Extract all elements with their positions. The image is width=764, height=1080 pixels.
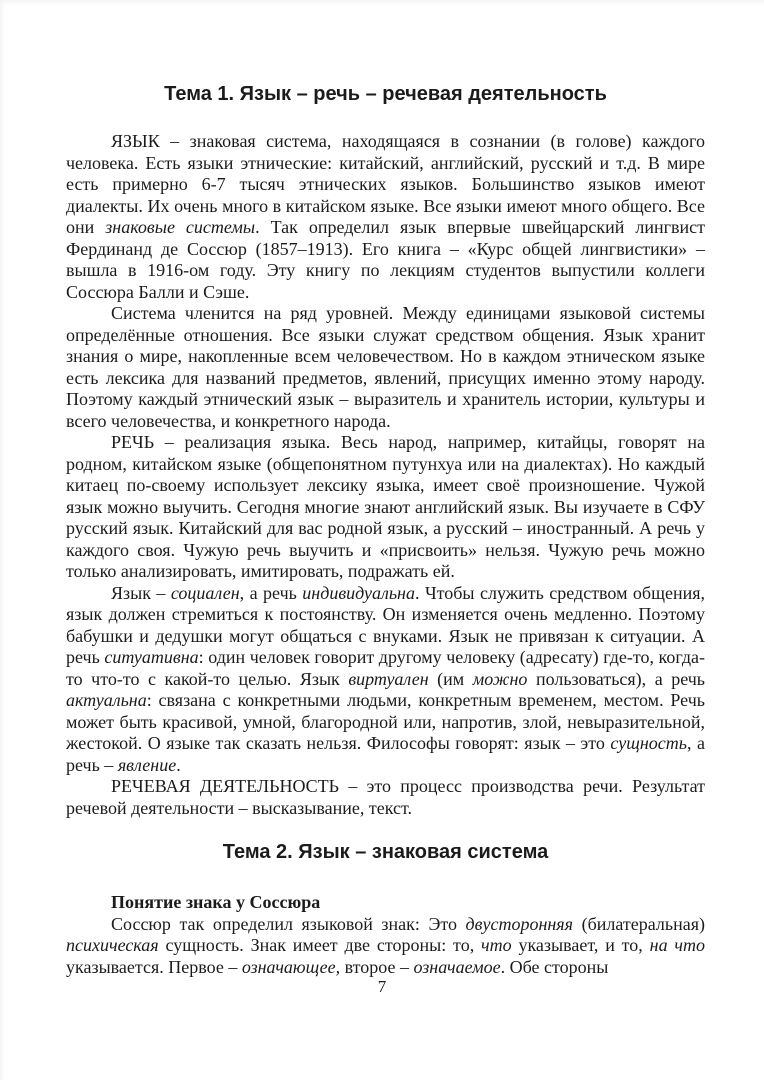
text-run: Система членится на ряд уровней. Между единицами языковой системы определённые отношения. Все языки служат средством общения. Язык хранит знания о мире, накопленные всем человечеством. Но в каждом этническом языке есть лексика для названий предметов, явлений, присущих именно этому народу. Поэтому каждый этнический язык – выразитель и хранитель истории, культуры и всего человечества, и конкретного народа. [66, 303, 705, 431]
section-2-heading: Тема 2. Язык – знаковая система [222, 841, 549, 863]
italic-text-run: означаемое [413, 956, 501, 977]
text-run: указывается. Первое – [66, 956, 242, 977]
paragraph [66, 776, 705, 819]
italic-text-run: актуальна [66, 690, 147, 710]
section-2-subheading: Понятие знака у Соссюра [111, 892, 321, 912]
italic-text-run: можно [472, 668, 528, 689]
text-run: РЕЧЕВАЯ ДЕЯТЕЛЬНОСТЬ – это процесс производства речи. Результат речевой деятельности – высказывание, текст. [66, 776, 705, 818]
italic-text-run: ситуативна [104, 647, 199, 667]
page-number: 7 [377, 977, 387, 996]
text-run: . Так определил язык впервые швейцарский лингвист Фердинанд де Соссюр (1857–1913). Его книга – «Курс общей лингвистики» – вышла в 1916-ом году. Эту книгу по лекциям студентов выпустили коллеги Соссюра Балли и Сэше. [66, 217, 705, 302]
section-1-body [66, 131, 705, 819]
italic-text-run: сущность [610, 733, 687, 753]
text-run: указывает, и то, [511, 935, 650, 955]
section-tema-2 [66, 841, 705, 978]
text-run: . Чтобы служить средством общения, язык должен стремиться к постоянству. Он изменяется очень медленно. Поэтому бабушки и дедушки могут общаться с внуками. Язык не привязан к ситуации. А речь [66, 582, 705, 667]
italic-text-run: на что [649, 935, 706, 955]
italic-text-run: двусторонняя [465, 913, 574, 934]
italic-text-run: знаковые системы [105, 217, 256, 237]
text-run: (билатеральная) [573, 913, 705, 934]
text-run: сущность. Знак имеет две стороны: то, [158, 935, 482, 955]
text-run: (им [428, 668, 473, 689]
italic-text-run: что [481, 935, 512, 955]
italic-text-run: психическая [66, 935, 159, 955]
italic-text-run: означающее, [241, 956, 341, 977]
text-run: : связана с конкретными людьми, конкретным временем, местом. Речь может быть красивой, умной, благородной или, напротив, злой, невыразительной, жестокой. О языке так сказать нельзя. Философы говорят: язык – это [66, 690, 705, 753]
italic-text-run: явление [117, 754, 177, 775]
text-run: Язык – [111, 582, 171, 603]
text-run: . Обе стороны [500, 956, 609, 977]
section-1-heading: Тема 1. Язык – речь – речевая деятельность [164, 83, 607, 105]
italic-text-run: индивидуальна [302, 582, 415, 603]
section-tema-1 [66, 83, 705, 819]
paragraph [66, 131, 705, 303]
text-run: , а речь [239, 582, 303, 603]
italic-text-run: виртуален [348, 668, 429, 689]
paragraph [66, 914, 705, 979]
text-run: . [176, 754, 181, 775]
paragraph [66, 583, 705, 777]
text-run: Соссюр так определил языковой знак: Это [111, 913, 466, 934]
paragraph [66, 303, 705, 432]
italic-text-run: социален [170, 582, 240, 603]
text-run: пользоваться), а речь [527, 668, 705, 689]
text-run: : один человек говорит другому человеку (адресату) где-то, когда-то что-то с какой-то целью. Язык [66, 647, 705, 689]
text-run: ЯЗЫК – знаковая система, находящаяся в сознании (в голове) каждого человека. Есть языки этнические: китайский, английский, русский и т.д. В мире есть примерно 6-7 тысяч этнических языков. Большинство языков имеют диалекты. Их очень много в китайском языке. Все языки имеют много общего. Все они [66, 131, 705, 237]
text-run: РЕЧЬ – реализация языка. Весь народ, например, китайцы, говорят на родном, китайском языке (общепонятном путунхуа или на диалектах). Но каждый китаец по-своему использует лексику языка, имеет своё произношение. Чужой язык можно выучить. Сегодня многие знают английский язык. Вы изучаете в СФУ русский язык. Китайский для вас родной язык, а русский – иностранный. А речь у каждого своя. Чужую речь выучить и «присвоить» нельзя. Чужую речь можно только анализировать, имитировать, подражать ей. [66, 432, 705, 581]
section-2-body [66, 914, 705, 979]
text-run: второе – [340, 956, 414, 977]
text-run: , а речь – [66, 733, 705, 775]
paragraph [66, 432, 705, 583]
